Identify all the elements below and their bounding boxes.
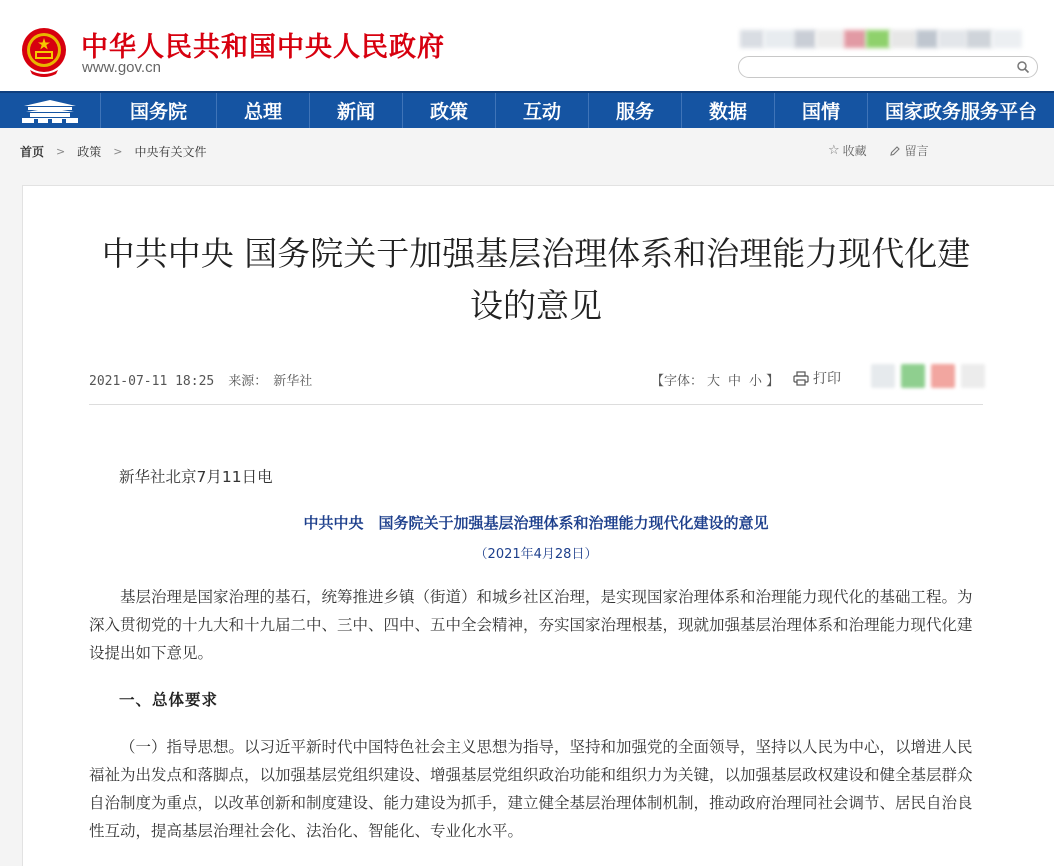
site-header (0, 0, 1054, 91)
nav-item-interaction[interactable]: 互动 (495, 93, 588, 128)
nav-item-state-council[interactable]: 国务院 (100, 93, 216, 128)
print-label: 打印 (813, 371, 841, 387)
font-medium-button[interactable]: 中 (728, 374, 742, 389)
article-card (22, 185, 1054, 866)
printer-icon (793, 371, 809, 386)
font-small-button[interactable]: 小 (749, 374, 763, 389)
source-label: 来源： (228, 374, 268, 389)
font-label: 【字体： (651, 374, 704, 389)
comment-button[interactable] (889, 142, 929, 159)
print-button[interactable] (793, 368, 841, 388)
site-url[interactable]: www.gov.cn (82, 59, 161, 76)
nav-item-premier[interactable]: 总理 (216, 93, 309, 128)
nav-item-policy[interactable]: 政策 (402, 93, 495, 128)
tiananmen-icon (20, 98, 80, 124)
chevron-right-icon: > (113, 145, 123, 158)
search-box[interactable] (738, 56, 1038, 78)
breadcrumb (20, 143, 206, 160)
pencil-icon (889, 145, 901, 157)
nav-item-data[interactable]: 数据 (681, 93, 774, 128)
nav-item-national-info[interactable]: 国情 (774, 93, 867, 128)
wechat-share-icon[interactable] (901, 364, 925, 388)
site-title[interactable]: 中华人民共和国中央人民政府 (81, 32, 445, 63)
article-paragraph: 基层治理是国家治理的基石，统筹推进乡镇（街道）和城乡社区治理，是实现国家治理体系和治理能力现代化的基础工程。为深入贯彻党的十九大和十九届二中、三中、四中、五中全会精神，夯实国家治理根基，现就加强基层治理体系和治理能力现代化建设提出如下意见。 (89, 588, 973, 662)
nav-home-logo[interactable] (0, 93, 100, 128)
article-title: 中共中央 国务院关于加强基层治理体系和治理能力现代化建设的意见 (101, 234, 971, 325)
search-input[interactable] (749, 59, 1009, 75)
nav-item-service[interactable]: 服务 (588, 93, 681, 128)
publish-datetime: 2021-07-11 18:25 (89, 374, 215, 389)
favorite-button[interactable] (828, 142, 867, 159)
font-large-button[interactable]: 大 (707, 374, 721, 389)
document-title: 中共中央 国务院关于加强基层治理体系和治理能力现代化建设的意见 (303, 514, 769, 532)
favorite-label: 收藏 (842, 144, 867, 158)
main-nav (0, 91, 1054, 128)
font-label-close: 】 (766, 374, 780, 389)
breadcrumb-central-documents[interactable]: 中央有关文件 (134, 145, 207, 159)
blurred-links (740, 30, 1022, 48)
more-share-icon[interactable] (961, 364, 985, 388)
article-source: 新华社 (273, 374, 313, 389)
nav-item-news[interactable]: 新闻 (309, 93, 402, 128)
nav-item-gov-service-platform[interactable]: 国家政务服务平台 (867, 93, 1054, 128)
comment-label: 留言 (904, 144, 929, 158)
section-heading: 一、总体要求 (119, 691, 219, 709)
chevron-right-icon: > (56, 145, 66, 158)
share-buttons[interactable] (871, 364, 989, 390)
share-icon[interactable] (871, 364, 895, 388)
search-icon[interactable] (1016, 60, 1030, 74)
breadcrumb-home[interactable]: 首页 (20, 145, 45, 159)
article-paragraph: （一）指导思想。以习近平新时代中国特色社会主义思想为指导，坚持和加强党的全面领导，坚持以人民为中心，以增进人民福祉为出发点和落脚点，以加强基层党组织建设、增强基层党组织政治功能和组织力为关键，以加强基层政权建设和健全基层群众自治制度为重点，以改革创新和制度建设、能力建设为抓手，建立健全基层治理体制机制，推动政府治理同社会调节、居民自治良性互动，提高基层治理社会化、法治化、智能化、专业化水平。 (89, 738, 973, 840)
breadcrumb-policy[interactable]: 政策 (77, 145, 102, 159)
breadcrumb-bar (0, 128, 1054, 171)
weibo-share-icon[interactable] (931, 364, 955, 388)
star-icon: ☆ (828, 143, 840, 158)
font-size-control (651, 370, 779, 389)
article-meta (89, 370, 312, 389)
national-emblem-icon[interactable] (20, 26, 68, 78)
page-tools (828, 142, 951, 159)
meta-divider (89, 404, 983, 405)
article-dateline: 新华社北京7月11日电 (119, 468, 273, 486)
document-date: （2021年4月28日） (474, 547, 598, 562)
